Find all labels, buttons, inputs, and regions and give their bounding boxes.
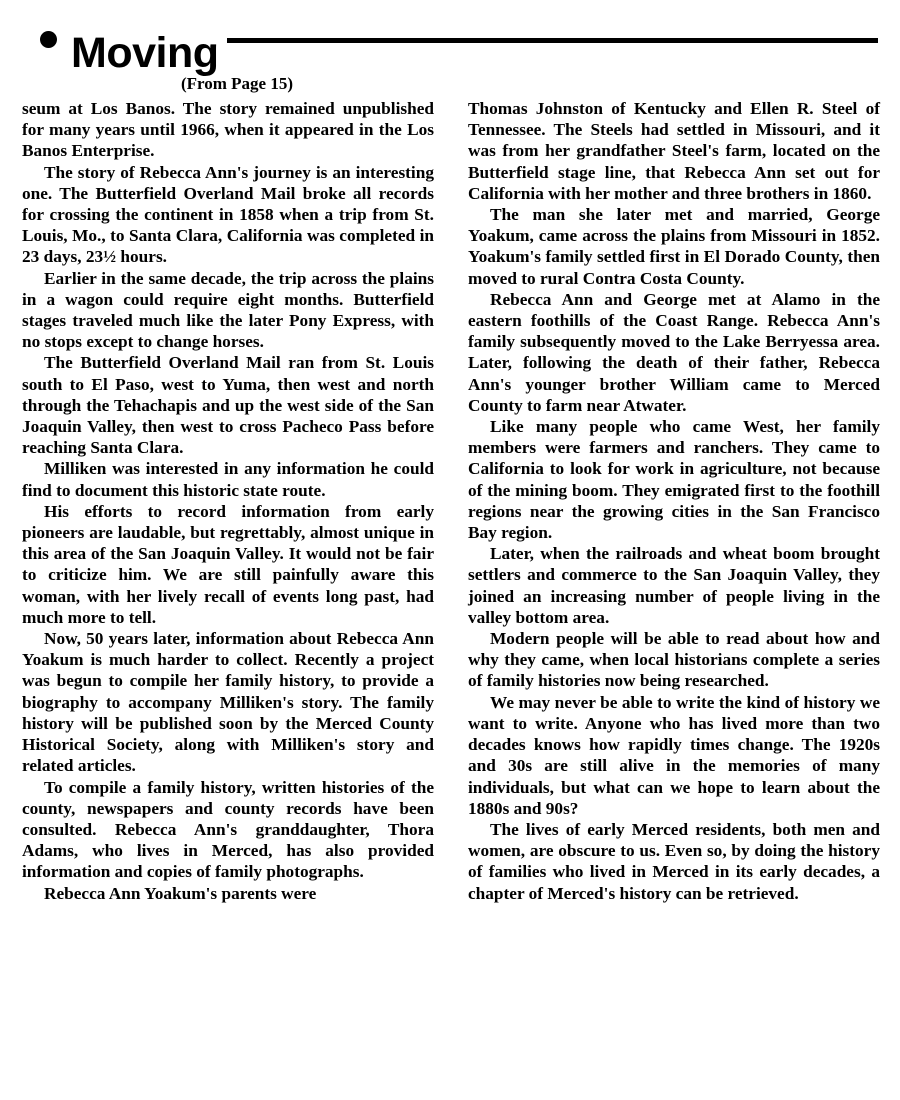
paragraph: Thomas Johnston of Kentucky and Ellen R. Steel of Tennessee. The Steels had settled in Missouri, and it was from her grandfather Steel's farm, located on the Butterfield stage line, that Rebecca Ann set out for California with her mother and three brothers in 1860. bbox=[468, 99, 880, 203]
jumpline: (From Page 15) bbox=[180, 74, 294, 93]
paragraph: Now, 50 years later, information about Rebecca Ann Yoakum is much harder to collect. Recently a project was begun to compile her family history, to provide a biography to accompany Milliken's story. The family history will be published soon by the Merced County Historical Society, along with Milliken's story and related articles. bbox=[22, 629, 434, 776]
paragraph: The man she later met and married, George Yoakum, came across the plains from Missouri in 1852. Yoakum's family settled first in El Dorado County, then moved to rural Contra Costa County. bbox=[468, 205, 880, 288]
paragraph: The lives of early Merced residents, both men and women, are obscure to us. Even so, by doing the history of families who lived in Merced in its early decades, a chapter of Merced's history can be retrieved. bbox=[468, 819, 880, 903]
paragraph: Rebecca Ann and George met at Alamo in the eastern foothills of the Coast Range. Rebecca Ann's family subsequently moved to the Lake Berryessa area. Later, following the death of their father, Rebecca Ann's younger brother William came to Merced County to farm near Atwater. bbox=[468, 289, 880, 415]
paragraph: His efforts to record information from early pioneers are laudable, but regrettably, almost unique in this area of the San Joaquin Valley. It would not be fair to criticize him. We are still painfully aware this woman, with her lively recall of events long past, had much more to tell. bbox=[22, 501, 434, 627]
paragraph: To compile a family history, written histories of the county, newspapers and county records have been consulted. Rebecca Ann's granddaughter, Thora Adams, who lives in Merced, has also provided information and copies of family photographs. bbox=[22, 777, 434, 882]
column-right bbox=[468, 98, 880, 904]
paragraph: seum at Los Banos. The story remained unpublished for many years until 1966, when it appeared in the Los Banos Enterprise. bbox=[22, 99, 434, 161]
paragraph: Like many people who came West, her family members were farmers and ranchers. They came to California to look for work in agriculture, not because of the mining boom. They emigrated first to the foothill regions near the growing cities in the San Francisco Bay region. bbox=[468, 417, 880, 543]
paragraph: The Butterfield Overland Mail ran from St. Louis south to El Paso, west to Yuma, then west and north through the Tehachapis and up the west side of the San Joaquin Valley, then west to cross Pacheco Pass before reaching Santa Clara. bbox=[22, 353, 434, 458]
article-columns bbox=[22, 98, 878, 904]
paragraph: Rebecca Ann Yoakum's parents were bbox=[44, 883, 317, 903]
header-rule bbox=[218, 18, 878, 62]
bullet-dot-icon bbox=[40, 31, 57, 48]
paragraph: The story of Rebecca Ann's journey is an interesting one. The Butterfield Overland Mail broke all records for crossing the continent in 1858 when a trip from St. Louis, Mo., to Santa Clara, California was completed in 23 days, 23½ hours. bbox=[22, 162, 434, 267]
page-title: Moving bbox=[71, 29, 219, 78]
article-header bbox=[22, 14, 878, 78]
column-left bbox=[22, 98, 434, 904]
paragraph: Milliken was interested in any information he could find to document this historic state route. bbox=[22, 459, 434, 500]
paragraph: We may never be able to write the kind of history we want to write. Anyone who has lived more than two decades knows how rapidly times change. The 1920s and 30s are still alive in the memories of many individuals, but what can we hope to learn about the 1880s and 90s? bbox=[468, 692, 880, 818]
paragraph: Earlier in the same decade, the trip across the plains in a wagon could require eight months. Butterfield stages traveled much like the later Pony Express, with no stops except to change horses. bbox=[22, 268, 434, 352]
paragraph: Later, when the railroads and wheat boom brought settlers and commerce to the San Joaquin Valley, they joined an increasing number of people living in the valley bottom area. bbox=[468, 544, 880, 627]
paragraph: Modern people will be able to read about how and why they came, when local historians complete a series of family histories now being researched. bbox=[468, 629, 880, 691]
